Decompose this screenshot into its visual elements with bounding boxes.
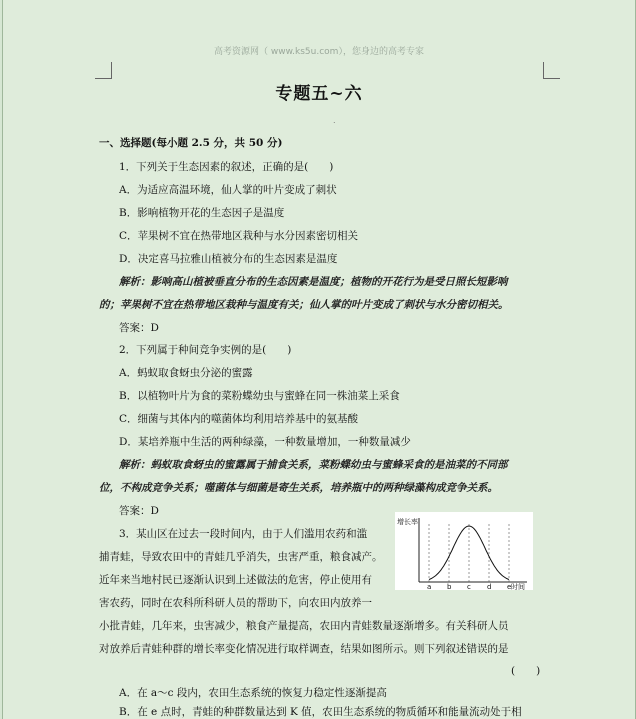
q1-option-a: A．为适应高温环境，仙人掌的叶片变成了刺状 (119, 184, 337, 196)
page-header: 高考资源网（ www.ks5u.com），您身边的高考专家 (214, 47, 424, 57)
paragraph-mark: . (333, 116, 336, 125)
margin-corner-right (543, 62, 560, 79)
q1-option-d: D．决定喜马拉雅山植被分布的生态因素是温度 (119, 253, 338, 265)
margin-corner-left (95, 62, 112, 79)
q1-answer: 答案：D (119, 322, 159, 334)
growth-rate-chart (395, 512, 533, 590)
tick-label-d: d (487, 583, 492, 590)
document-title: 专题五~六 (275, 84, 363, 104)
q2-analysis-line1: 解析：蚂蚁取食蚜虫的蜜露属于捕食关系，菜粉蝶幼虫与蜜蜂采食的是油菜的不同部 (119, 459, 508, 471)
tick-label-a: a (427, 583, 432, 590)
x-axis-label: 时间 (511, 583, 525, 590)
q2-stem: 2．下列属于种间竞争实例的是( ) (119, 344, 292, 356)
q3-line1: 3．某山区在过去一段时间内，由于人们滥用农药和滥 (119, 528, 368, 540)
q1-option-c: C．苹果树不宜在热带地区栽种与水分因素密切相关 (119, 230, 359, 242)
document-page (2, 0, 636, 719)
q2-option-a: A．蚂蚁取食蚜虫分泌的蜜露 (119, 367, 253, 379)
q3-answer-bracket: ( ) (511, 665, 541, 677)
q3-line4: 害农药，同时在农科所科研人员的帮助下，向农田内放养一 (99, 597, 372, 609)
q2-option-c: C．细菌与其体内的噬菌体均利用培养基中的氨基酸 (119, 413, 359, 425)
q3-option-b: B．在 e 点时，青蛙的种群数量达到 K 值，农田生态系统的物质循环和能量流动处于相 (119, 706, 522, 718)
q3-line5: 小批青蛙，几年来，虫害减少，粮食产量提高，农田内青蛙数量逐渐增多。有关科研人员 (99, 620, 509, 632)
y-axis-label: 增长率 (397, 518, 418, 526)
q1-option-b: B．影响植物开花的生态因子是温度 (119, 207, 285, 219)
q2-option-b: B．以植物叶片为食的菜粉蝶幼虫与蜜蜂在同一株油菜上采食 (119, 390, 400, 402)
q3-option-a: A．在 a～c 段内，农田生态系统的恢复力稳定性逐渐提高 (119, 687, 387, 699)
q1-stem: 1．下列关于生态因素的叙述，正确的是( ) (119, 161, 334, 173)
q3-line3: 近年来当地村民已逐渐认识到上述做法的危害，停止使用有 (99, 574, 372, 586)
tick-label-b: b (447, 583, 452, 590)
q2-analysis-line2: 位，不构成竞争关系；噬菌体与细菌是寄生关系，培养瓶中的两种绿藻构成竞争关系。 (99, 482, 498, 494)
q2-answer: 答案：D (119, 505, 159, 517)
q2-option-d: D．某培养瓶中生活的两种绿藻，一种数量增加，一种数量减少 (119, 436, 411, 448)
q3-line6: 对放养后青蛙种群的增长率变化情况进行取样调查，结果如图所示。则下列叙述错误的是 (99, 643, 509, 655)
tick-label-c: c (467, 583, 471, 590)
q1-analysis-line1: 解析：影响高山植被垂直分布的生态因素是温度；植物的开花行为是受日照长短影响 (119, 276, 508, 288)
section-heading: 一、选择题(每小题 2.5 分，共 50 分) (99, 137, 283, 149)
q3-line2: 捕青蛙，导致农田中的青蛙几乎消失，虫害严重，粮食减产。 (99, 551, 383, 563)
tick-label-e: e (507, 583, 512, 590)
q1-analysis-line2: 的；苹果树不宜在热带地区栽种与温度有关；仙人掌的叶片变成了刺状与水分密切相关。 (99, 299, 509, 311)
